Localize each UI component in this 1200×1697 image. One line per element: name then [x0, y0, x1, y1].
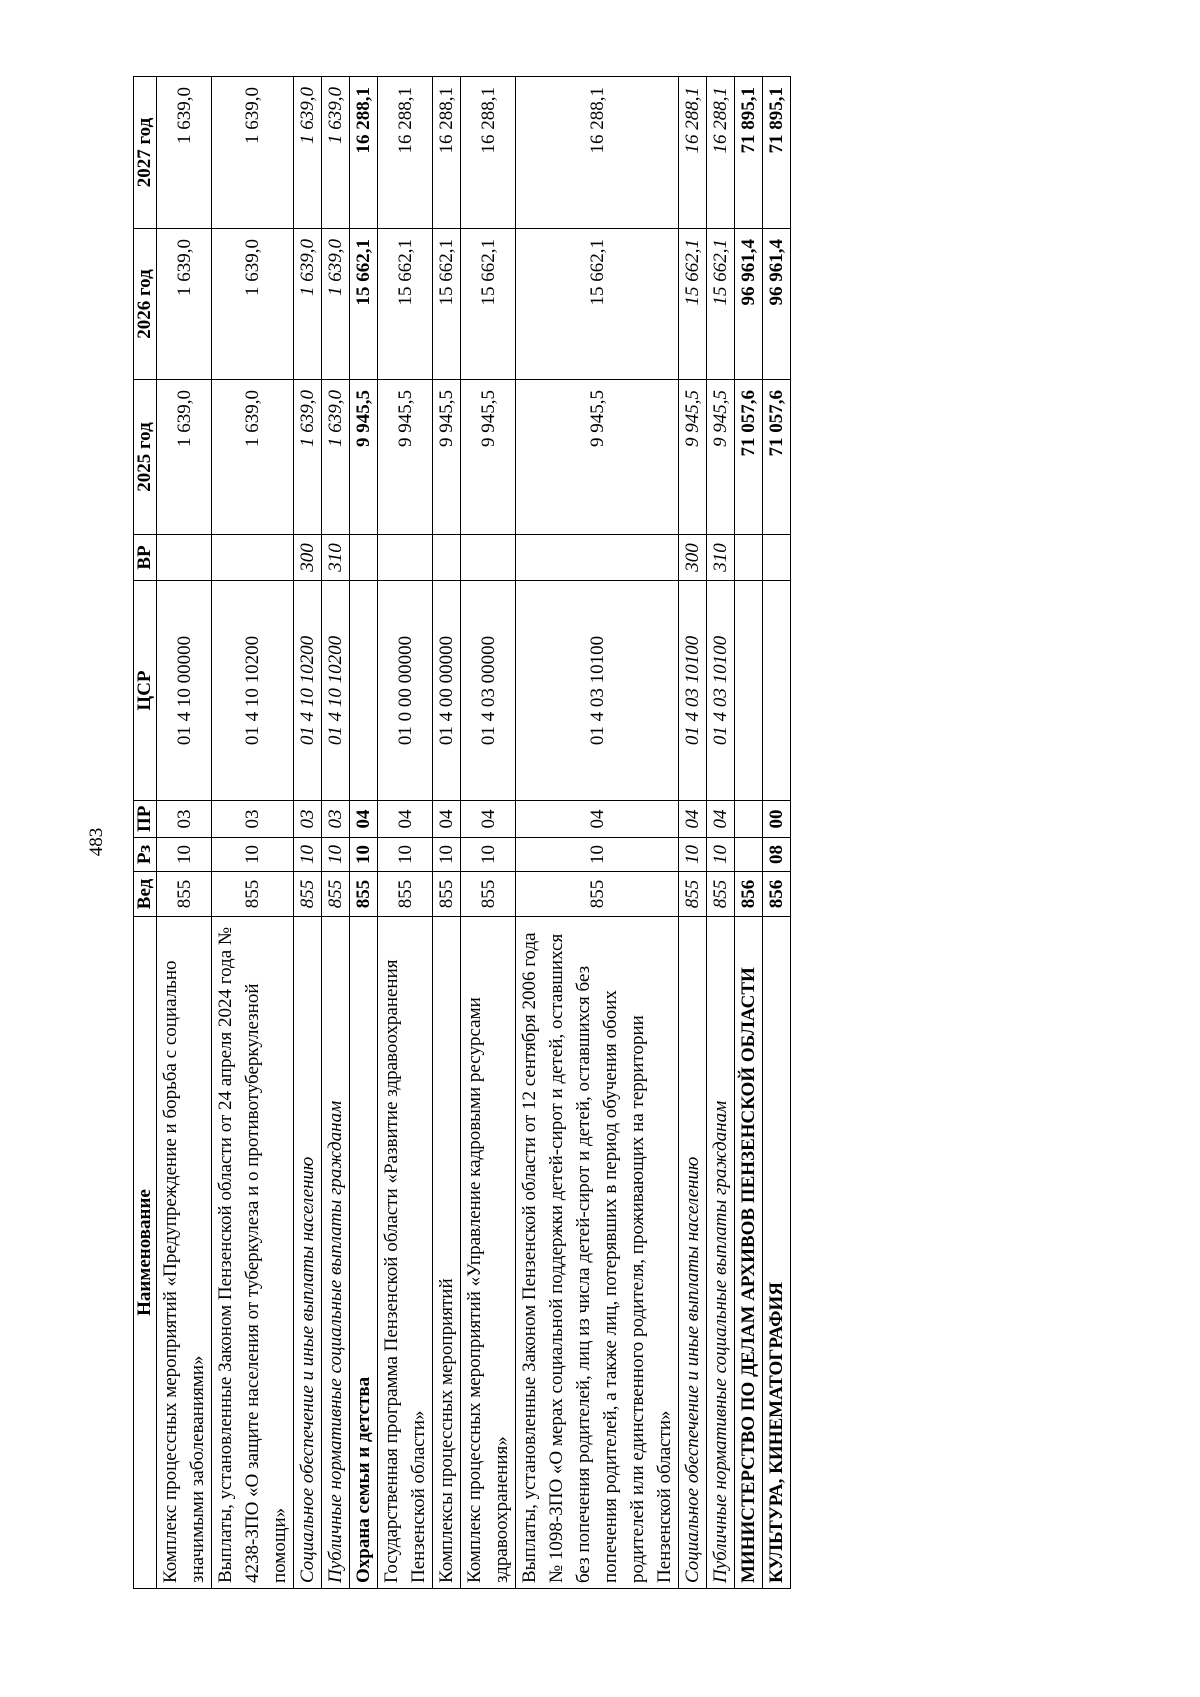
row-2025: 71 057,6 — [735, 380, 763, 535]
row-2026: 1 639,0 — [212, 229, 294, 380]
row-pr: 00 — [763, 801, 791, 838]
row-pr: 04 — [461, 801, 516, 838]
row-csr — [350, 581, 378, 801]
row-ved: 855 — [378, 872, 433, 917]
table-row — [294, 77, 322, 1589]
row-vr — [461, 535, 516, 581]
row-csr: 01 4 10 10200 — [322, 581, 350, 801]
row-rz — [735, 838, 763, 872]
row-2026: 96 961,4 — [735, 229, 763, 380]
row-csr: 01 4 10 10200 — [294, 581, 322, 801]
row-csr: 01 4 03 10100 — [516, 581, 679, 801]
row-name: Комплексы процессных мероприятий — [433, 917, 461, 1589]
row-csr: 01 4 10 00000 — [157, 581, 212, 801]
row-2027: 16 288,1 — [461, 77, 516, 229]
row-csr: 01 4 03 10100 — [679, 581, 707, 801]
row-2027: 1 639,0 — [322, 77, 350, 229]
row-name: Выплаты, установленные Законом Пензенской области от 12 сентября 2006 года № 1098-ЗПО «О мерах социальной поддержки детей-сирот и детей, оставшихся без попечения родителей, лиц из числа детей-сирот и детей, оставшихся без попечения родителей, а также лиц, потерявших в период обучения обоих родителей или единственного родителя, проживающих на территории Пензенской области» — [516, 917, 679, 1589]
table-row — [157, 77, 212, 1589]
row-ved: 855 — [212, 872, 294, 917]
row-2027: 71 895,1 — [763, 77, 791, 229]
table-row — [461, 77, 516, 1589]
row-rz: 10 — [516, 838, 679, 872]
row-2027: 16 288,1 — [378, 77, 433, 229]
row-pr: 04 — [516, 801, 679, 838]
row-2025: 9 945,5 — [461, 380, 516, 535]
row-2027: 1 639,0 — [294, 77, 322, 229]
row-pr: 04 — [433, 801, 461, 838]
row-2026: 1 639,0 — [294, 229, 322, 380]
row-2027: 16 288,1 — [350, 77, 378, 229]
row-name: Социальное обеспечение и иные выплаты населению — [294, 917, 322, 1589]
row-vr — [212, 535, 294, 581]
row-vr — [157, 535, 212, 581]
row-rz: 10 — [679, 838, 707, 872]
row-name: МИНИСТЕРСТВО ПО ДЕЛАМ АРХИВОВ ПЕНЗЕНСКОЙ ОБЛАСТИ — [735, 917, 763, 1589]
row-2027: 16 288,1 — [516, 77, 679, 229]
row-vr — [735, 535, 763, 581]
row-2026: 1 639,0 — [322, 229, 350, 380]
row-name: Государственная программа Пензенской области «Развитие здравоохранения Пензенской области» — [378, 917, 433, 1589]
row-csr: 01 4 03 10100 — [707, 581, 735, 801]
row-pr: 03 — [212, 801, 294, 838]
row-ved: 855 — [322, 872, 350, 917]
budget-table — [133, 76, 791, 1589]
row-pr — [735, 801, 763, 838]
row-vr: 310 — [707, 535, 735, 581]
row-2026: 15 662,1 — [461, 229, 516, 380]
header-pr: ПР — [134, 801, 157, 838]
row-rz: 10 — [157, 838, 212, 872]
row-2026: 15 662,1 — [433, 229, 461, 380]
row-rz: 10 — [350, 838, 378, 872]
header-2025: 2025 год — [134, 380, 157, 535]
row-ved: 855 — [679, 872, 707, 917]
row-2025: 1 639,0 — [322, 380, 350, 535]
header-2027: 2027 год — [134, 77, 157, 229]
row-2026: 15 662,1 — [679, 229, 707, 380]
table-row — [378, 77, 433, 1589]
row-2026: 15 662,1 — [350, 229, 378, 380]
row-csr: 01 4 10 10200 — [212, 581, 294, 801]
row-csr — [763, 581, 791, 801]
row-name: Публичные нормативные социальные выплаты гражданам — [322, 917, 350, 1589]
row-pr: 04 — [679, 801, 707, 838]
header-rz: Рз — [134, 838, 157, 872]
row-rz: 10 — [378, 838, 433, 872]
row-2025: 9 945,5 — [350, 380, 378, 535]
page-number: 483 — [86, 827, 107, 857]
header-name: Наименование — [134, 917, 157, 1589]
row-2026: 1 639,0 — [157, 229, 212, 380]
row-2026: 15 662,1 — [707, 229, 735, 380]
row-vr — [516, 535, 679, 581]
row-2025: 1 639,0 — [294, 380, 322, 535]
row-2025: 71 057,6 — [763, 380, 791, 535]
row-2027: 16 288,1 — [707, 77, 735, 229]
row-name: КУЛЬТУРА, КИНЕМАТОГРАФИЯ — [763, 917, 791, 1589]
row-2025: 9 945,5 — [707, 380, 735, 535]
row-name: Охрана семьи и детства — [350, 917, 378, 1589]
row-name: Выплаты, установленные Законом Пензенской области от 24 апреля 2024 года № 4238-ЗПО «О защите населения от туберкулеза и о противотуберкулезной помощи» — [212, 917, 294, 1589]
row-name: Комплекс процессных мероприятий «Предупреждение и борьба с социально значимыми заболеваниями» — [157, 917, 212, 1589]
row-vr: 300 — [679, 535, 707, 581]
row-2025: 9 945,5 — [433, 380, 461, 535]
row-vr — [433, 535, 461, 581]
row-2026: 96 961,4 — [763, 229, 791, 380]
table-row — [735, 77, 763, 1589]
row-pr: 03 — [294, 801, 322, 838]
row-rz: 10 — [322, 838, 350, 872]
header-csr: ЦСР — [134, 581, 157, 801]
row-rz: 10 — [707, 838, 735, 872]
row-pr: 03 — [322, 801, 350, 838]
header-2026: 2026 год — [134, 229, 157, 380]
table-header-row — [134, 77, 157, 1589]
row-pr: 03 — [157, 801, 212, 838]
row-pr: 04 — [350, 801, 378, 838]
row-2025: 9 945,5 — [516, 380, 679, 535]
row-ved: 855 — [157, 872, 212, 917]
table-row — [516, 77, 679, 1589]
row-vr: 300 — [294, 535, 322, 581]
table-row — [433, 77, 461, 1589]
row-ved: 855 — [707, 872, 735, 917]
header-ved: Вед — [134, 872, 157, 917]
row-ved: 855 — [433, 872, 461, 917]
table-row — [350, 77, 378, 1589]
row-csr: 01 4 03 00000 — [461, 581, 516, 801]
row-csr — [735, 581, 763, 801]
row-2027: 1 639,0 — [157, 77, 212, 229]
row-2025: 1 639,0 — [212, 380, 294, 535]
row-2027: 1 639,0 — [212, 77, 294, 229]
row-ved: 856 — [763, 872, 791, 917]
table-row — [679, 77, 707, 1589]
row-2025: 9 945,5 — [378, 380, 433, 535]
row-ved: 856 — [735, 872, 763, 917]
table-row — [707, 77, 735, 1589]
table-row — [212, 77, 294, 1589]
row-rz: 10 — [433, 838, 461, 872]
row-ved: 855 — [516, 872, 679, 917]
row-pr: 04 — [378, 801, 433, 838]
row-2027: 16 288,1 — [679, 77, 707, 229]
row-name: Публичные нормативные социальные выплаты гражданам — [707, 917, 735, 1589]
row-2025: 1 639,0 — [157, 380, 212, 535]
row-name: Социальное обеспечение и иные выплаты населению — [679, 917, 707, 1589]
row-vr — [763, 535, 791, 581]
row-rz: 08 — [763, 838, 791, 872]
row-rz: 10 — [212, 838, 294, 872]
row-rz: 10 — [461, 838, 516, 872]
row-vr: 310 — [322, 535, 350, 581]
row-csr: 01 0 00 00000 — [378, 581, 433, 801]
row-pr: 04 — [707, 801, 735, 838]
table-row — [322, 77, 350, 1589]
row-name: Комплекс процессных мероприятий «Управление кадровыми ресурсами здравоохранения» — [461, 917, 516, 1589]
row-ved: 855 — [461, 872, 516, 917]
table-row — [763, 77, 791, 1589]
row-vr — [350, 535, 378, 581]
row-2025: 9 945,5 — [679, 380, 707, 535]
rotated-page-content — [133, 77, 1043, 1589]
row-csr: 01 4 00 00000 — [433, 581, 461, 801]
header-vr: ВР — [134, 535, 157, 581]
row-2027: 16 288,1 — [433, 77, 461, 229]
row-2026: 15 662,1 — [378, 229, 433, 380]
row-rz: 10 — [294, 838, 322, 872]
row-2027: 71 895,1 — [735, 77, 763, 229]
row-ved: 855 — [294, 872, 322, 917]
row-2026: 15 662,1 — [516, 229, 679, 380]
row-ved: 855 — [350, 872, 378, 917]
row-vr — [378, 535, 433, 581]
